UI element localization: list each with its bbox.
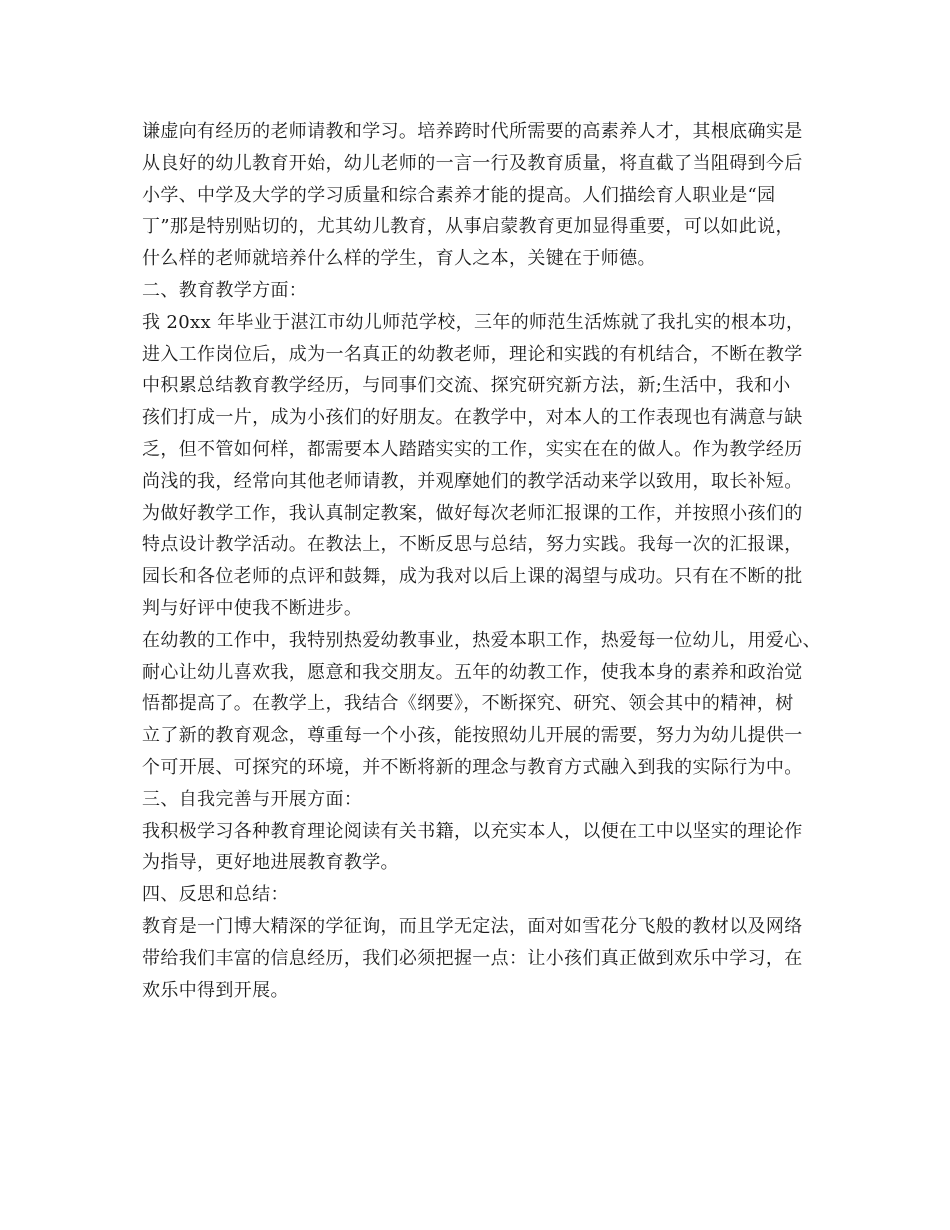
text-line: 四、反思和总结： bbox=[142, 884, 289, 906]
text-line: 在幼教的工作中，我特别热爱幼教事业，热爱本职工作，热爱每一位幼儿，用爱心、 bbox=[142, 629, 821, 651]
text-line: 立了新的教育观念，尊重每一个小孩，能按照幼儿开展的需要，努力为幼儿提供一 bbox=[142, 725, 803, 747]
text-line: 我积极学习各种教育理论阅读有关书籍，以充实本人，以便在工中以坚实的理论作 bbox=[142, 820, 803, 842]
text-line: 丁”那是特别贴切的，尤其幼儿教育，从事启蒙教育更加显得重要，可以如此说， bbox=[142, 216, 794, 238]
text-line: 为指导，更好地进展教育教学。 bbox=[142, 852, 399, 874]
text-line: 判与好评中使我不断进步。 bbox=[142, 597, 363, 619]
text-line: 欢乐中得到开展。 bbox=[142, 979, 289, 1001]
text-line: 乏，但不管如何样，都需要本人踏踏实实的工作，实实在在的做人。作为教学经历 bbox=[142, 438, 803, 460]
text-line: 教育是一门博大精深的学征询，而且学无定法，面对如雪花分飞般的教材以及网络 bbox=[142, 915, 803, 937]
text-line: 二、教育教学方面： bbox=[142, 279, 308, 301]
text-line: 带给我们丰富的信息经历，我们必须把握一点：让小孩们真正做到欢乐中学习，在 bbox=[142, 947, 803, 969]
text-line: 谦虚向有经历的老师请教和学习。培养跨时代所需要的高素养人才，其根底确实是 bbox=[142, 121, 803, 142]
document-body bbox=[142, 116, 832, 1006]
text-line: 个可开展、可探究的环境，并不断将新的理念与教育方式融入到我的实际行为中。 bbox=[142, 756, 803, 778]
text-line: 为做好教学工作，我认真制定教案，做好每次老师汇报课的工作，并按照小孩们的 bbox=[142, 502, 803, 524]
text-line: 我 20xx 年毕业于湛江市幼儿师范学校，三年的师范生活炼就了我扎实的根本功， bbox=[142, 311, 805, 333]
text-line: 什么样的老师就培养什么样的学生，育人之本，关键在于师德。 bbox=[142, 248, 656, 270]
text-line: 园长和各位老师的点评和鼓舞，成为我对以后上课的渴望与成功。只有在不断的批 bbox=[142, 566, 803, 588]
text-line: 小学、中学及大学的学习质量和综合素养才能的提高。人们描绘育人职业是“园 bbox=[142, 184, 776, 206]
text-line: 进入工作岗位后，成为一名真正的幼教老师，理论和实践的有机结合，不断在教学 bbox=[142, 343, 803, 365]
text-line: 三、自我完善与开展方面： bbox=[142, 788, 363, 810]
text-line: 尚浅的我，经常向其他老师请教，并观摩她们的教学活动来学以致用，取长补短。 bbox=[142, 470, 803, 492]
text-line: 悟都提高了。在教学上，我结合《纲要》，不断探究、研究、领会其中的精神，树 bbox=[142, 693, 794, 715]
text-line: 孩们打成一片，成为小孩们的好朋友。在教学中，对本人的工作表现也有满意与缺 bbox=[142, 407, 803, 429]
text-line: 耐心让幼儿喜欢我，愿意和我交朋友。五年的幼教工作，使我本身的素养和政治觉 bbox=[142, 661, 803, 683]
text-line: 从良好的幼儿教育开始，幼儿老师的一言一行及教育质量，将直截了当阻碍到今后 bbox=[142, 152, 803, 174]
text-line: 中积累总结教育教学经历，与同事们交流、探究研究新方法，新;生活中，我和小 bbox=[142, 375, 791, 397]
text-line: 特点设计教学活动。在教法上，不断反思与总结，努力实践。我每一次的汇报课， bbox=[142, 534, 803, 556]
